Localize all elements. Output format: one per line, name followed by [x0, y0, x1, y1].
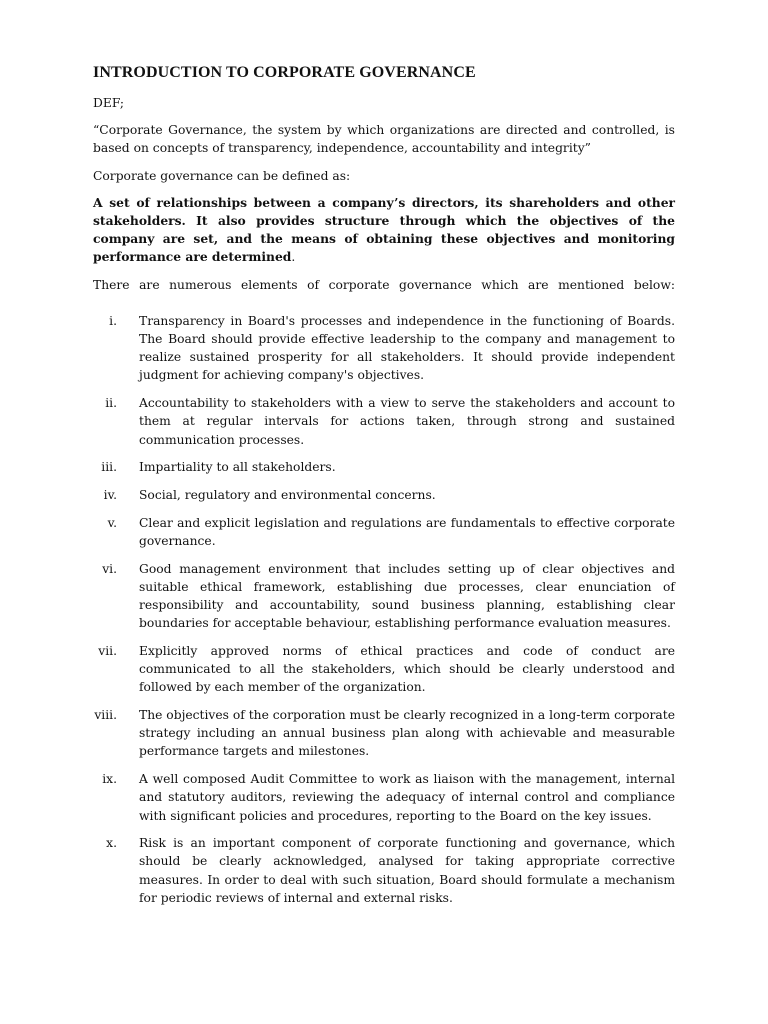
definition-quote: “Corporate Governance, the system by which organizations are directed and controlled, is based on concepts of transparency, independence, accountability and integrity” [93, 123, 675, 156]
list-item-text: Explicitly approved norms of ethical practices and code of conduct are communicated to all the stakeholders, which should be clearly understood and followed by each member of the organization. [139, 643, 675, 695]
list-item [93, 458, 675, 476]
list-item [93, 312, 675, 385]
elements-list [93, 312, 675, 907]
definition-end: . [291, 250, 296, 265]
list-item-number: ii. [105, 396, 117, 411]
page-title: INTRODUCTION TO CORPORATE GOVERNANCE [93, 64, 476, 81]
definition-paragraph [93, 194, 675, 267]
list-item [93, 770, 675, 825]
list-item-text: Transparency in Board's processes and independence in the functioning of Boards. The Board should provide effective leadership to the company and management to realize sustained prosperity for all stakeholders. It should provide independent judgment for achieving company's objectives. [139, 313, 675, 383]
list-item [93, 642, 675, 697]
list-item [93, 486, 675, 504]
list-item-text: Impartiality to all stakeholders. [139, 460, 336, 475]
definition-bold-text: A set of relationships between a company’s directors, its shareholders and other stakeholders. It also provides structure through which the objectives of the company are set, and the means of obtaining these objectives and monitoring performance are determined [93, 194, 675, 265]
list-item-number: iv. [103, 487, 117, 502]
list-item-number: iii. [101, 460, 117, 475]
list-item-number: vii. [98, 643, 117, 658]
list-item [93, 834, 675, 907]
list-item-text: Social, regulatory and environmental concerns. [139, 487, 436, 502]
document-page [93, 62, 675, 917]
list-item-text: Good management environment that includes setting up of clear objectives and suitable ethical framework, establishing due processes, clear enunciation of responsibility and accountability, sound business planning, establishing clear boundaries for acceptable behaviour, establishing performance evaluation measures. [139, 561, 675, 631]
list-item-text: Clear and explicit legislation and regulations are fundamentals to effective corporate governance. [139, 515, 675, 548]
list-item-text: A well composed Audit Committee to work as liaison with the management, internal and statutory auditors, reviewing the adequacy of internal control and compliance with significant policies and procedures, reporting to the Board on the key issues. [139, 772, 675, 823]
list-item-text: The objectives of the corporation must be clearly recognized in a long-term corporate strategy including an annual business plan along with achievable and measurable performance targets and milestones. [139, 707, 675, 759]
defined-as-text: Corporate governance can be defined as: [93, 168, 351, 183]
list-item-number: vi. [102, 561, 117, 576]
list-item [93, 560, 675, 633]
list-item-number: i. [109, 313, 117, 328]
elements-intro: There are numerous elements of corporate governance which are mentioned below: [93, 277, 675, 292]
list-item-number: viii. [94, 707, 117, 722]
list-item-number: ix. [102, 772, 117, 787]
list-item-text: Risk is an important component of corporate functioning and governance, which should be clearly acknowledged, analysed for taking appropriate corrective measures. In order to deal with such situation, Board should formulate a mechanism for periodic reviews of internal and external risks. [139, 836, 675, 905]
list-item [93, 706, 675, 761]
list-item-number: x. [106, 836, 117, 851]
list-item [93, 514, 675, 550]
list-item-text: Accountability to stakeholders with a view to serve the stakeholders and account to them at regular intervals for actions taken, through strong and sustained communication processes. [139, 396, 675, 447]
list-item-number: v. [107, 515, 117, 530]
list-item [93, 394, 675, 449]
def-label: DEF; [93, 96, 125, 110]
